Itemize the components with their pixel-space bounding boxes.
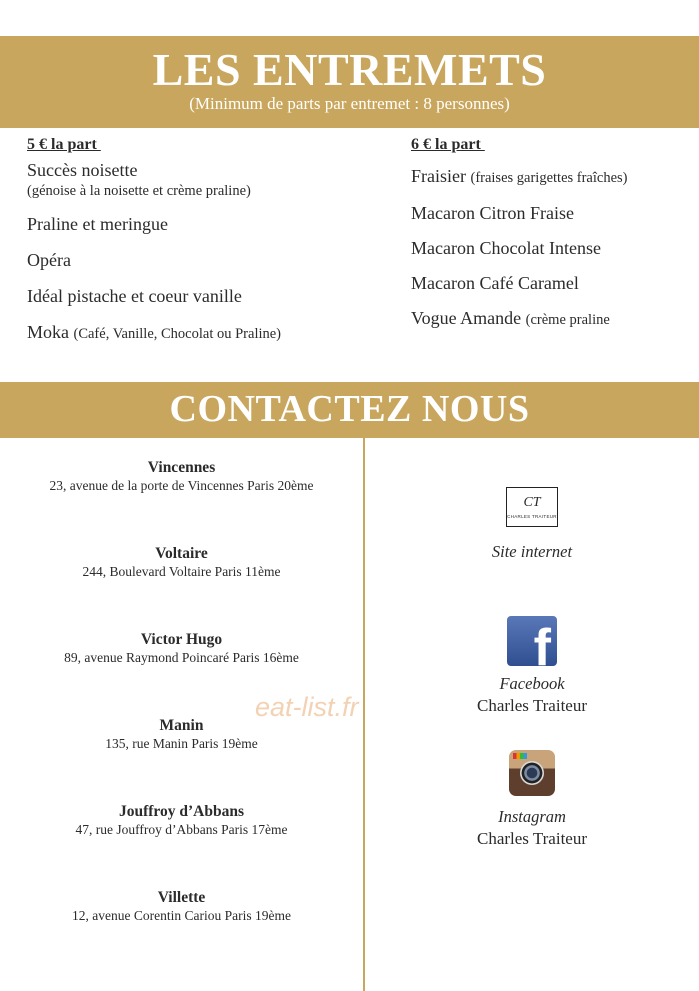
contact-title: CONTACTEZ NOUS [169, 388, 530, 430]
shop-name: Villette [157, 889, 206, 906]
shop-address: 12, avenue Corentin Cariou Paris 19ème [72, 908, 291, 923]
entremets-header [0, 36, 699, 128]
contact-header [0, 382, 699, 438]
instagram-account-name[interactable]: Charles Traiteur [476, 829, 588, 848]
menu-item-description: (génoise à la noisette et crème praline) [27, 183, 251, 199]
menu-item-name: Opéra [27, 250, 71, 270]
shop-address: 244, Boulevard Voltaire Paris 11ème [82, 564, 281, 579]
facebook-link[interactable] [365, 616, 699, 717]
menu-column-6-euro [411, 136, 696, 330]
watermark: eat-list.fr [255, 692, 359, 722]
logo-text: CHARLES TRAITEUR [507, 513, 557, 519]
logo-monogram: CT [523, 494, 541, 510]
shop-address: 47, rue Jouffroy d’Abbans Paris 17ème [75, 822, 288, 837]
menu-item-name: Macaron Citron Fraise [411, 203, 574, 223]
website-link[interactable] [365, 487, 699, 563]
entremets-subtitle: (Minimum de parts par entremet : 8 personnes) [189, 94, 510, 113]
menu-item-name: Idéal pistache et coeur vanille [27, 286, 242, 306]
menu-item-note: (Café, Vanille, Chocolat ou Praline) [73, 326, 282, 342]
price-heading-6: 6 € la part [411, 136, 485, 153]
menu-item [27, 160, 387, 180]
menu-column-5-euro [27, 136, 387, 344]
instagram-icon[interactable] [509, 750, 555, 796]
menu-item-name: Vogue Amande [411, 308, 522, 328]
shop-villette [0, 889, 363, 924]
menu-item [411, 238, 696, 258]
menu-item-note: (crème praline [525, 312, 610, 328]
menu-item-name: Macaron Chocolat Intense [411, 238, 601, 258]
charles-traiteur-logo-icon[interactable] [506, 487, 558, 527]
shop-address: 89, avenue Raymond Poincaré Paris 16ème [64, 650, 299, 665]
menu-item [411, 273, 696, 293]
menu-item-name: Fraisier [411, 166, 466, 186]
shop-name: Vincennes [147, 459, 216, 476]
menu-item [411, 166, 696, 188]
menu-item-name: Macaron Café Caramel [411, 273, 579, 293]
menu-item [411, 203, 696, 223]
website-label[interactable]: Site internet [491, 542, 573, 561]
instagram-link[interactable] [365, 750, 699, 850]
shop-name: Voltaire [155, 545, 208, 562]
shop-victor-hugo [0, 631, 363, 666]
menu-item [27, 250, 387, 270]
menu-item [411, 308, 696, 330]
facebook-account-name[interactable]: Charles Traiteur [476, 696, 588, 715]
shop-name: Jouffroy d’Abbans [118, 803, 245, 820]
menu-item-note: (fraises garigettes fraîches) [470, 170, 628, 186]
shop-vincennes [0, 459, 363, 494]
shop-address: 135, rue Manin Paris 19ème [105, 736, 258, 751]
price-heading-5: 5 € la part [27, 136, 101, 153]
shop-address: 23, avenue de la porte de Vincennes Paris 20ème [49, 478, 314, 493]
facebook-icon[interactable]: f [507, 616, 557, 666]
shop-name: Manin [159, 717, 204, 734]
shop-jouffroy-dabbans [0, 803, 363, 838]
shop-name: Victor Hugo [140, 631, 223, 648]
menu-item [27, 214, 387, 234]
shop-voltaire [0, 545, 363, 580]
instagram-label[interactable]: Instagram [498, 807, 566, 826]
menu-item [27, 322, 387, 344]
menu-item-name: Moka [27, 322, 69, 342]
entremets-title: LES ENTREMETS [152, 44, 547, 95]
menu-item-name: Praline et meringue [27, 214, 168, 234]
menu-item-name: Succès noisette [27, 160, 138, 180]
menu-item [27, 286, 387, 306]
facebook-label[interactable]: Facebook [499, 674, 565, 693]
